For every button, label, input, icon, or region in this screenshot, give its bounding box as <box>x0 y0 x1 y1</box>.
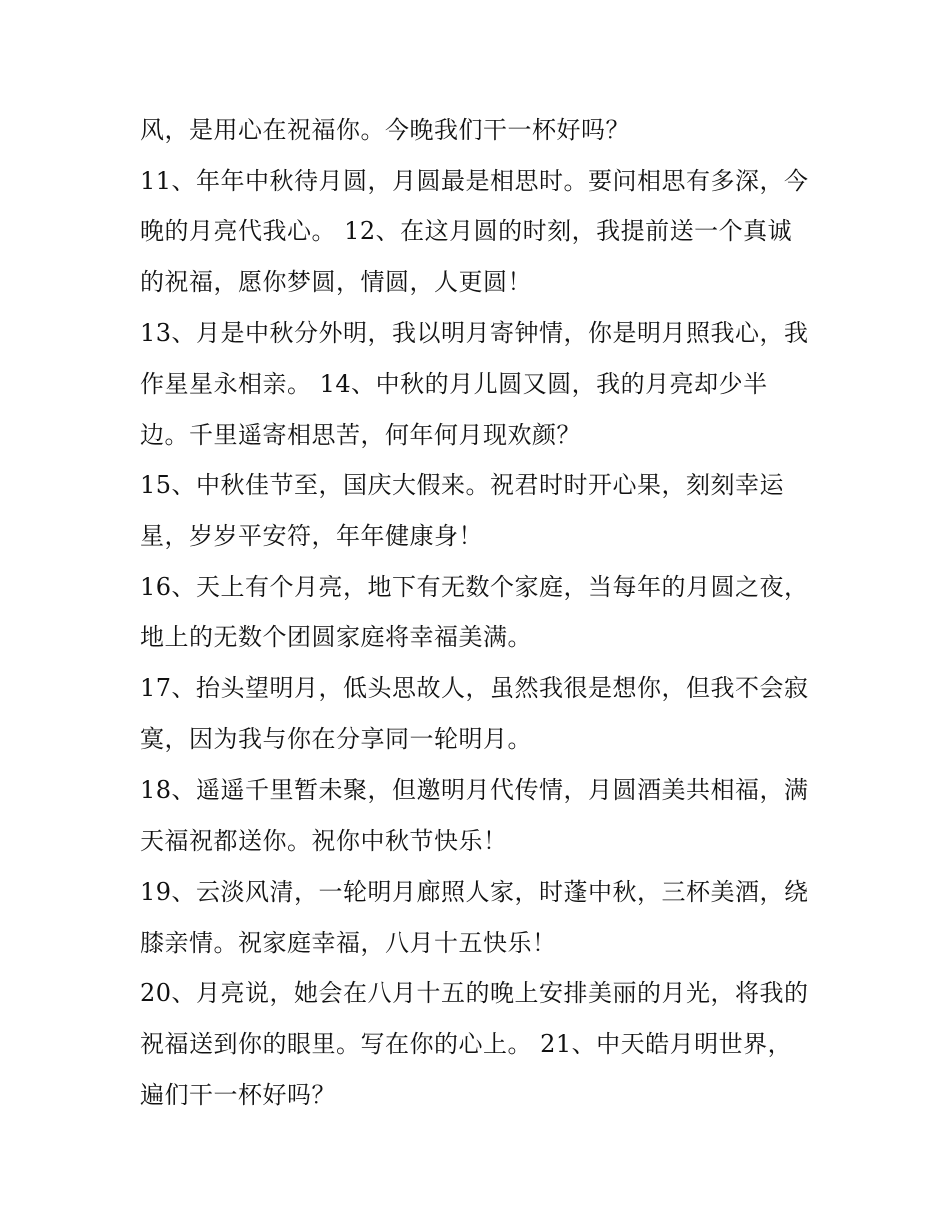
text-line: 边。千里遥寄相思苦，何年何月现欢颜？ <box>140 421 581 449</box>
text-line: 17、抬头望明月，低头思故人，虽然我很是想你，但我不会寂 <box>140 674 809 702</box>
text-line: 11、年年中秋待月圆，月圆最是相思时。要问相思有多深，今 <box>140 167 809 195</box>
text-line: 18、遥遥千里暂未聚，但邀明月代传情，月圆酒美共相福，满 <box>140 776 809 804</box>
text-line: 祝福送到你的眼里。写在你的心上。 21、中天皓月明世界， <box>140 1030 793 1058</box>
text-line: 晚的月亮代我心。 12、在这月圆的时刻，我提前送一个真诚 <box>140 217 793 245</box>
text-line: 风，是用心在祝福你。今晚我们干一杯好吗？ <box>140 116 630 144</box>
text-line: 地上的无数个团圆家庭将幸福美满。 <box>140 623 532 651</box>
text-line: 16、天上有个月亮，地下有无数个家庭，当每年的月圆之夜， <box>140 573 809 601</box>
text-line: 膝亲情。祝家庭幸福，八月十五快乐！ <box>140 929 557 957</box>
text-line: 15、中秋佳节至，国庆大假来。祝君时时开心果，刻刻幸运 <box>140 471 785 499</box>
text-line: 13、月是中秋分外明，我以明月寄钟情，你是明月照我心，我 <box>140 319 809 347</box>
text-line: 作星星永相亲。 14、中秋的月儿圆又圆，我的月亮却少半 <box>140 370 768 398</box>
text-line: 20、月亮说，她会在八月十五的晚上安排美丽的月光，将我的 <box>140 979 809 1007</box>
text-line: 的祝福，愿你梦圆，情圆，人更圆！ <box>140 268 532 296</box>
text-line: 天福祝都送你。祝你中秋节快乐！ <box>140 827 508 855</box>
text-line: 19、云淡风清，一轮明月廊照人家，时蓬中秋，三杯美酒，绕 <box>140 878 809 906</box>
text-line: 遍们干一杯好吗？ <box>140 1081 336 1109</box>
text-line: 寞，因为我与你在分享同一轮明月。 <box>140 725 532 753</box>
text-line: 星，岁岁平安符，年年健康身！ <box>140 522 483 550</box>
